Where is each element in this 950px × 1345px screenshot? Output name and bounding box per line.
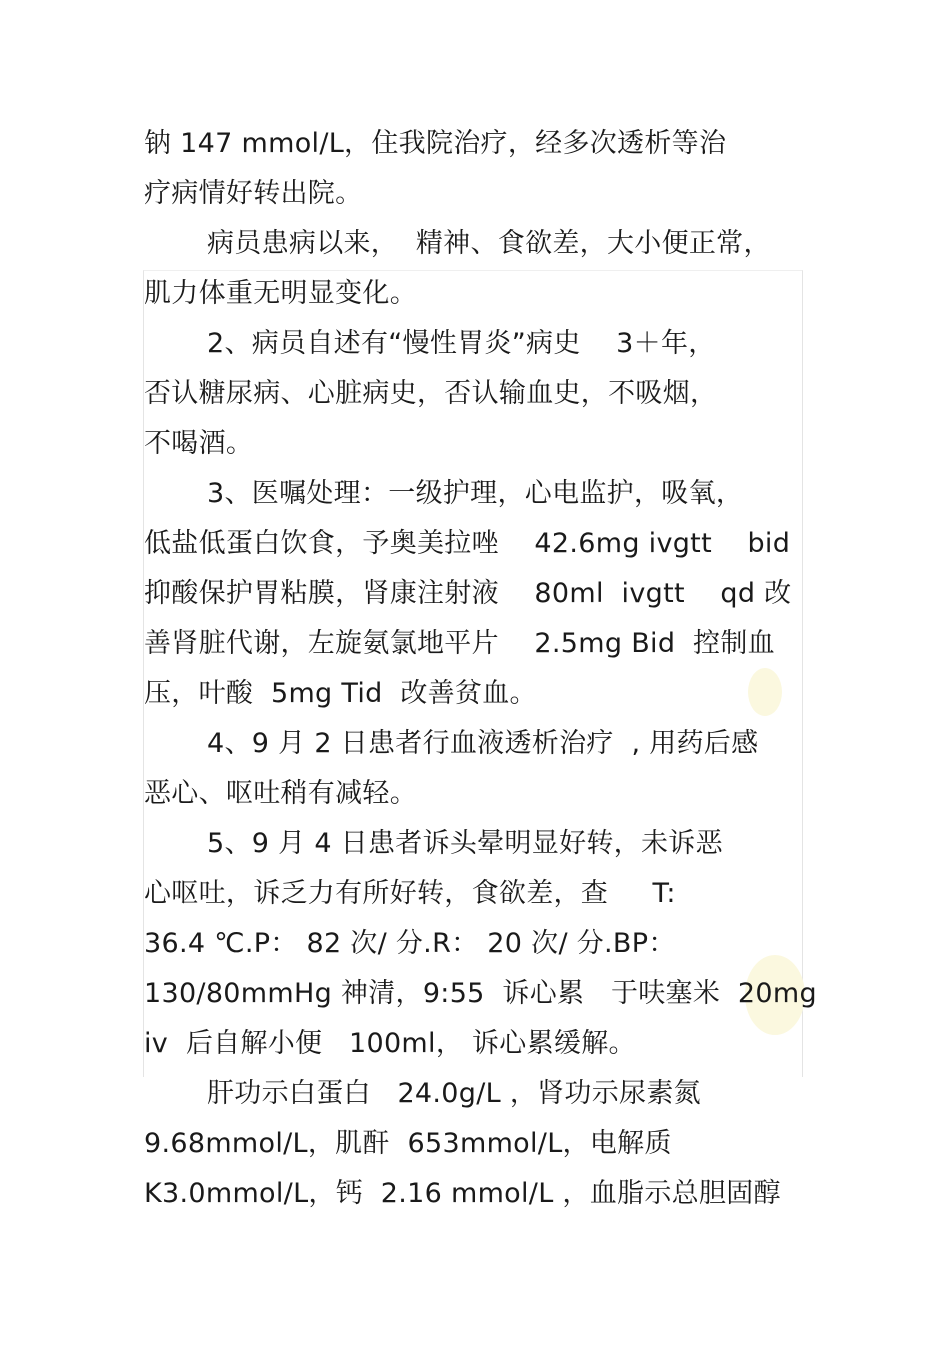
- text-line: 36.4 ℃.P： 82 次/ 分.R： 20 次/ 分.BP：: [144, 928, 676, 959]
- text-line: 疗病情好转出院。: [144, 178, 363, 209]
- text-line: 抑酸保护胃粘膜，肾康注射液 80ml ivgtt qd 改: [144, 578, 792, 609]
- text-line: 善肾脏代谢，左旋氨氯地平片 2.5mg Bid 控制血: [144, 628, 775, 659]
- text-line: 心呕吐，诉乏力有所好转，食欲差，查 T:: [144, 878, 676, 909]
- text-line: 钠 147 mmol/L，住我院治疗，经多次透析等治: [144, 128, 727, 159]
- text-line: 2、病员自述有“慢性胃炎”病史 3＋年，: [207, 328, 716, 359]
- text-line: 肌力体重无明显变化。: [144, 278, 417, 309]
- text-line: 肝功示白蛋白 24.0g/L ，肾功示尿素氮: [207, 1078, 701, 1109]
- text-line: iv 后自解小便 100ml， 诉心累缓解。: [144, 1028, 636, 1059]
- text-line: 病员患病以来， 精神、食欲差，大小便正常，: [207, 228, 771, 259]
- text-line: 130/80mmHg 神清，9:55 诉心累 于呋塞米 20mg: [144, 978, 817, 1009]
- text-line: 不喝酒。: [144, 428, 254, 459]
- text-line: 压，叶酸 5mg Tid 改善贫血。: [144, 678, 537, 709]
- text-line: K3.0mmol/L，钙 2.16 mmol/L ，血脂示总胆固醇: [144, 1178, 781, 1209]
- text-line: 5、9 月 4 日患者诉头晕明显好转，未诉恶: [207, 828, 723, 859]
- text-line: 3、医嘱处理：一级护理，心电监护，吸氧，: [207, 478, 744, 509]
- text-line: 否认糖尿病、心脏病史，否认输血史，不吸烟，: [144, 378, 718, 409]
- paper-stain: [748, 668, 782, 716]
- text-line: 恶心、呕吐稍有减轻。: [144, 778, 417, 809]
- text-line: 低盐低蛋白饮食，予奥美拉唑 42.6mg ivgtt bid: [144, 528, 791, 559]
- text-line: 4、9 月 2 日患者行血液透析治疗 , 用药后感: [207, 728, 759, 759]
- text-line: 9.68mmol/L，肌酐 653mmol/L，电解质: [144, 1128, 672, 1159]
